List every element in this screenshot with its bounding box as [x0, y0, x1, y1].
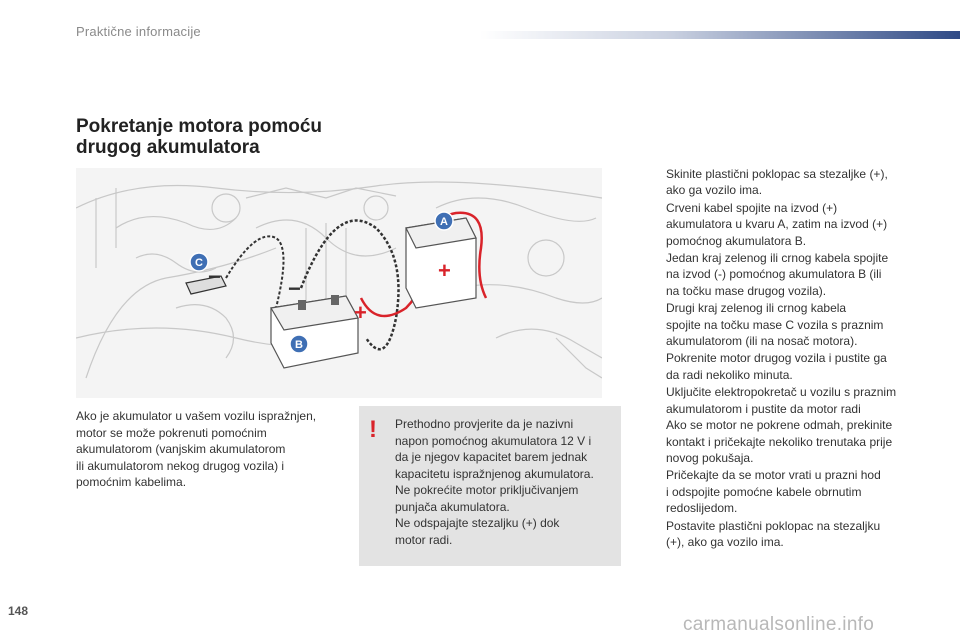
step-line: novog pokušaja.: [666, 450, 754, 465]
page-number: 148: [8, 604, 29, 618]
intro-line: motor se može pokrenuti pomoćnim: [76, 425, 267, 440]
step-line: spojite na točku mase C vozila s praznim: [666, 317, 884, 332]
warning-line: Ne pokrećite motor priključivanjem: [395, 483, 579, 497]
step-line: Ako se motor ne pokrene odmah, prekinite: [666, 418, 893, 433]
step-line: Drugi kraj zelenog ili crnog kabela: [666, 301, 847, 316]
step-line: Pokrenite motor drugog vozila i pustite ga: [666, 351, 887, 366]
warning-line: da je njegov kapacitet barem jednak: [395, 450, 588, 464]
intro-line: pomoćnim kabelima.: [76, 475, 187, 489]
jump-start-illustration: [76, 168, 602, 398]
step-item: [646, 518, 916, 551]
step-item: [646, 384, 916, 466]
label-badge-b: [290, 335, 308, 353]
step-line: akumulatorom i pustite da motor radi: [666, 401, 861, 416]
engine-bay-drawing: [76, 168, 602, 398]
step-line: na točku mase drugog vozila).: [666, 283, 827, 298]
step-line: akumulatora u kvaru A, zatim na izvod (+): [666, 217, 888, 232]
step-line: akumulatorom (ili na nosač motora).: [666, 334, 858, 349]
step-item: [646, 467, 916, 516]
step-line: (+), ako ga vozilo ima.: [666, 534, 784, 549]
step-line: redoslijedom.: [666, 501, 738, 516]
label-c: C: [195, 257, 203, 269]
plus-sign-b: +: [354, 300, 367, 325]
warning-line: Ne odspajajte stezaljku (+) dok: [395, 516, 560, 530]
warning-text: [395, 416, 617, 548]
step-line: Crveni kabel spojite na izvod (+): [666, 200, 838, 215]
warning-line: kapacitetu ispražnjenog akumulatora.: [395, 466, 594, 481]
step-item: [646, 200, 916, 249]
step-item: [646, 300, 916, 349]
step-line: ako ga vozilo ima.: [666, 183, 763, 198]
step-line: Skinite plastični poklopac sa stezaljke (+),: [666, 167, 888, 181]
minus-sign-b: −: [288, 276, 301, 301]
intro-paragraph: [76, 408, 346, 491]
step-item: [646, 166, 916, 199]
step-line: kontakt i pričekajte nekoliko trenutaka prije: [666, 434, 893, 449]
warning-line: napon pomoćnog akumulatora 12 V i: [395, 433, 592, 448]
warning-box: [359, 406, 621, 566]
section-title-line-2: drugog akumulatora: [76, 137, 260, 158]
warning-exclamation-icon: !: [369, 416, 377, 443]
step-line: Postavite plastični poklopac na stezaljku: [666, 518, 881, 533]
label-badge-a: [435, 212, 453, 230]
warning-line: punjača akumulatora.: [395, 499, 510, 514]
step-line: Jedan kraj zelenog ili crnog kabela spojite: [666, 251, 889, 266]
section-title: [76, 116, 376, 158]
intro-line: Ako je akumulator u vašem vozilu ispražnjen,: [76, 409, 317, 423]
step-item: [646, 250, 916, 299]
step-line: i odspojite pomoćne kabele obrnutim: [666, 484, 862, 499]
step-line: da radi nekoliko minuta.: [666, 367, 793, 382]
step-line: na izvod (-) pomoćnog akumulatora B (ili: [666, 267, 882, 282]
warning-line: Prethodno provjerite da je nazivni: [395, 417, 574, 431]
step-item: [646, 350, 916, 383]
black-cable-1: [226, 236, 284, 308]
intro-line: akumulatorom (vanjskim akumulatorom: [76, 442, 286, 456]
section-title-line-1: Pokretanje motora pomoću: [76, 116, 322, 137]
label-badge-c: [190, 253, 208, 271]
intro-line: ili akumulatorom nekog drugog vozila) i: [76, 458, 285, 473]
header-gradient-bar: [480, 31, 960, 39]
step-line: pomoćnog akumulatora B.: [666, 233, 807, 248]
plus-sign-a: +: [438, 258, 451, 283]
watermark: carmanualsonline.info: [683, 614, 875, 635]
battery-b: [271, 295, 358, 368]
step-line: Pričekajte da se motor vrati u prazni hod: [666, 468, 881, 483]
page-header-title: Praktične informacije: [76, 24, 201, 39]
label-a: A: [440, 216, 448, 228]
warning-line: motor radi.: [395, 532, 453, 547]
steps-list: [646, 166, 916, 551]
minus-sign-c: −: [208, 264, 221, 289]
label-b: B: [295, 339, 303, 351]
step-line: Uključite elektropokretač u vozilu s praznim: [666, 385, 897, 400]
